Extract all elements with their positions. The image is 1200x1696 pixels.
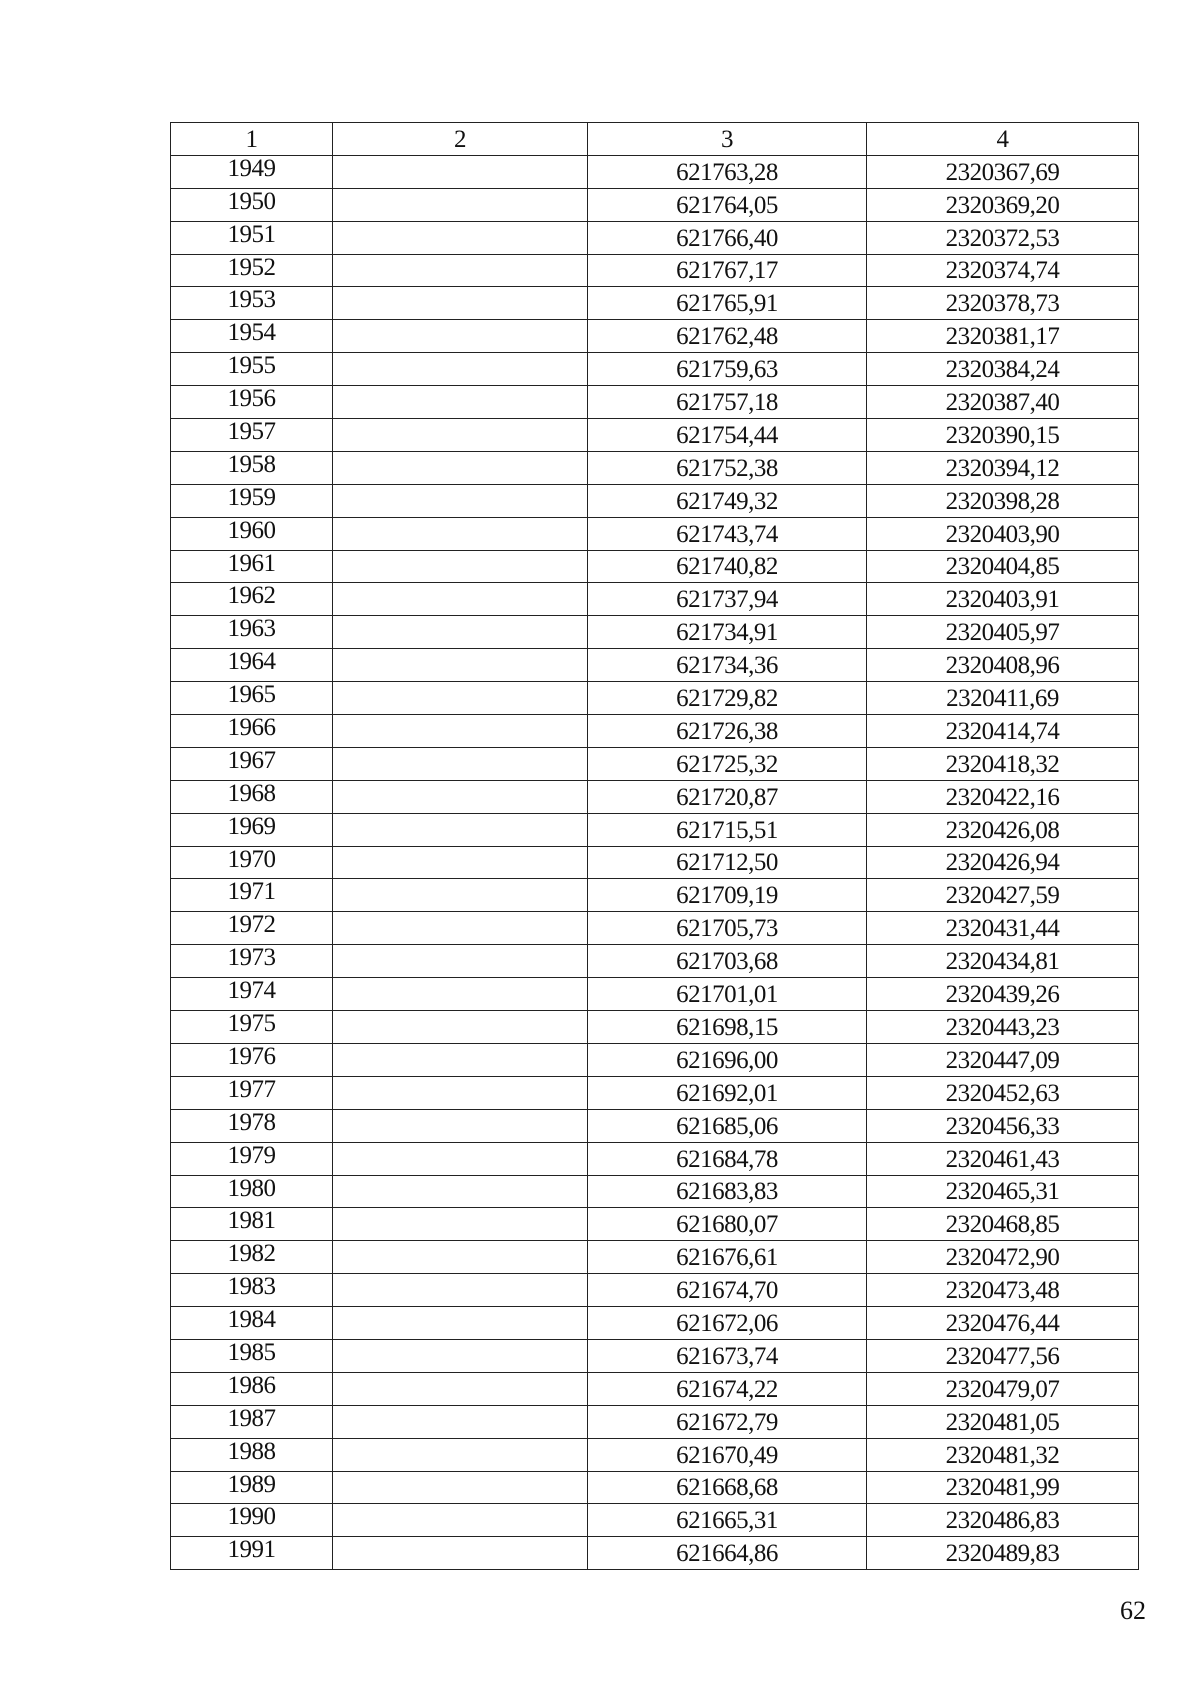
year-cell: 1989 [171,1471,333,1504]
column-2-cell [333,1537,588,1570]
column-header-4: 4 [867,123,1139,156]
year-cell: 1949 [171,155,333,188]
year-cell: 1971 [171,879,333,912]
column-4-cell: 2320381,17 [867,320,1139,353]
column-4-cell: 2320439,26 [867,978,1139,1011]
column-2-cell [333,1142,588,1175]
year-cell: 1954 [171,320,333,353]
column-4-cell: 2320369,20 [867,188,1139,221]
column-2-cell [333,616,588,649]
column-4-cell: 2320405,97 [867,616,1139,649]
column-4-cell: 2320481,99 [867,1471,1139,1504]
column-3-cell: 621672,06 [588,1307,867,1340]
column-4-cell: 2320481,32 [867,1438,1139,1471]
column-2-cell [333,1372,588,1405]
table-row [171,484,1139,517]
column-3-cell: 621696,00 [588,1043,867,1076]
page-number: 62 [1120,1596,1146,1625]
year-cell: 1982 [171,1241,333,1274]
column-2-cell [333,287,588,320]
column-2-cell [333,353,588,386]
column-4-cell: 2320418,32 [867,747,1139,780]
column-3-cell: 621712,50 [588,846,867,879]
table-row [171,1208,1139,1241]
column-4-cell: 2320456,33 [867,1109,1139,1142]
year-cell: 1956 [171,386,333,419]
table-row [171,188,1139,221]
table-row [171,945,1139,978]
column-2-cell [333,649,588,682]
column-3-cell: 621692,01 [588,1076,867,1109]
year-cell: 1988 [171,1438,333,1471]
column-header-2: 2 [333,123,588,156]
table-row [171,517,1139,550]
column-4-cell: 2320465,31 [867,1175,1139,1208]
column-4-cell: 2320390,15 [867,419,1139,452]
column-3-cell: 621665,31 [588,1504,867,1537]
column-3-cell: 621767,17 [588,254,867,287]
column-4-cell: 2320477,56 [867,1339,1139,1372]
column-3-cell: 621664,86 [588,1537,867,1570]
column-3-cell: 621684,78 [588,1142,867,1175]
table-row [171,813,1139,846]
table-row [171,1142,1139,1175]
table-row [171,155,1139,188]
column-3-cell: 621673,74 [588,1339,867,1372]
year-cell: 1976 [171,1043,333,1076]
column-2-cell [333,155,588,188]
year-cell: 1961 [171,550,333,583]
column-2-cell [333,1504,588,1537]
column-2-cell [333,419,588,452]
column-4-cell: 2320374,74 [867,254,1139,287]
column-4-cell: 2320434,81 [867,945,1139,978]
column-3-cell: 621674,22 [588,1372,867,1405]
year-cell: 1967 [171,747,333,780]
column-4-cell: 2320422,16 [867,780,1139,813]
year-cell: 1978 [171,1109,333,1142]
column-3-cell: 621715,51 [588,813,867,846]
column-2-cell [333,747,588,780]
column-3-cell: 621765,91 [588,287,867,320]
column-3-cell: 621759,63 [588,353,867,386]
column-3-cell: 621740,82 [588,550,867,583]
column-2-cell [333,879,588,912]
column-4-cell: 2320387,40 [867,386,1139,419]
column-3-cell: 621720,87 [588,780,867,813]
table-row [171,583,1139,616]
column-3-cell: 621743,74 [588,517,867,550]
column-4-cell: 2320372,53 [867,221,1139,254]
column-header-3: 3 [588,123,867,156]
column-3-cell: 621757,18 [588,386,867,419]
year-cell: 1969 [171,813,333,846]
column-3-cell: 621703,68 [588,945,867,978]
column-2-cell [333,484,588,517]
year-cell: 1972 [171,912,333,945]
table-body [171,155,1139,1569]
column-3-cell: 621683,83 [588,1175,867,1208]
table-row [171,550,1139,583]
column-3-cell: 621734,36 [588,649,867,682]
column-4-cell: 2320426,08 [867,813,1139,846]
column-4-cell: 2320476,44 [867,1307,1139,1340]
column-2-cell [333,1109,588,1142]
column-4-cell: 2320367,69 [867,155,1139,188]
column-4-cell: 2320472,90 [867,1241,1139,1274]
column-3-cell: 621698,15 [588,1011,867,1044]
table-row [171,1339,1139,1372]
year-cell: 1991 [171,1537,333,1570]
column-2-cell [333,254,588,287]
year-cell: 1990 [171,1504,333,1537]
column-3-cell: 621726,38 [588,715,867,748]
column-2-cell [333,583,588,616]
year-cell: 1980 [171,1175,333,1208]
table-row [171,1537,1139,1570]
column-3-cell: 621764,05 [588,188,867,221]
column-2-cell [333,1011,588,1044]
column-4-cell: 2320398,28 [867,484,1139,517]
column-3-cell: 621701,01 [588,978,867,1011]
column-2-cell [333,320,588,353]
table-row [171,649,1139,682]
table-row [171,1076,1139,1109]
table-row [171,1109,1139,1142]
column-4-cell: 2320473,48 [867,1274,1139,1307]
year-cell: 1963 [171,616,333,649]
year-cell: 1958 [171,451,333,484]
table-row [171,1504,1139,1537]
year-cell: 1981 [171,1208,333,1241]
column-2-cell [333,1208,588,1241]
column-2-cell [333,715,588,748]
table-row [171,978,1139,1011]
column-3-cell: 621749,32 [588,484,867,517]
column-3-cell: 621734,91 [588,616,867,649]
year-cell: 1955 [171,353,333,386]
column-4-cell: 2320394,12 [867,451,1139,484]
column-2-cell [333,912,588,945]
year-cell: 1979 [171,1142,333,1175]
column-2-cell [333,1339,588,1372]
year-cell: 1984 [171,1307,333,1340]
table-row [171,1175,1139,1208]
year-cell: 1970 [171,846,333,879]
table-row [171,287,1139,320]
column-2-cell [333,813,588,846]
column-3-cell: 621668,68 [588,1471,867,1504]
column-2-cell [333,945,588,978]
column-2-cell [333,517,588,550]
column-4-cell: 2320452,63 [867,1076,1139,1109]
column-2-cell [333,1241,588,1274]
year-cell: 1985 [171,1339,333,1372]
table-row [171,1043,1139,1076]
column-2-cell [333,1405,588,1438]
column-3-cell: 621670,49 [588,1438,867,1471]
column-4-cell: 2320481,05 [867,1405,1139,1438]
column-3-cell: 621737,94 [588,583,867,616]
table-row [171,1241,1139,1274]
table-row [171,1372,1139,1405]
table-row [171,353,1139,386]
column-3-cell: 621705,73 [588,912,867,945]
header-row [171,123,1139,156]
column-2-cell [333,682,588,715]
year-cell: 1966 [171,715,333,748]
table-row [171,1011,1139,1044]
table-row [171,846,1139,879]
column-3-cell: 621680,07 [588,1208,867,1241]
table-row [171,419,1139,452]
column-4-cell: 2320378,73 [867,287,1139,320]
column-3-cell: 621709,19 [588,879,867,912]
column-3-cell: 621763,28 [588,155,867,188]
year-cell: 1964 [171,649,333,682]
year-cell: 1953 [171,287,333,320]
table-row [171,879,1139,912]
column-header-1: 1 [171,123,333,156]
column-2-cell [333,978,588,1011]
table-row [171,747,1139,780]
table-row [171,320,1139,353]
column-3-cell: 621725,32 [588,747,867,780]
column-2-cell [333,221,588,254]
table-row [171,1274,1139,1307]
table-row [171,682,1139,715]
column-2-cell [333,188,588,221]
table-row [171,1438,1139,1471]
year-cell: 1968 [171,780,333,813]
table-row [171,1405,1139,1438]
column-2-cell [333,386,588,419]
column-2-cell [333,1438,588,1471]
year-cell: 1977 [171,1076,333,1109]
table-row [171,1471,1139,1504]
column-3-cell: 621676,61 [588,1241,867,1274]
year-cell: 1950 [171,188,333,221]
year-cell: 1973 [171,945,333,978]
column-4-cell: 2320468,85 [867,1208,1139,1241]
column-4-cell: 2320426,94 [867,846,1139,879]
coordinates-table [170,122,1139,1570]
column-4-cell: 2320443,23 [867,1011,1139,1044]
year-cell: 1974 [171,978,333,1011]
year-cell: 1957 [171,419,333,452]
column-4-cell: 2320479,07 [867,1372,1139,1405]
column-3-cell: 621762,48 [588,320,867,353]
year-cell: 1962 [171,583,333,616]
year-cell: 1959 [171,484,333,517]
column-4-cell: 2320447,09 [867,1043,1139,1076]
column-4-cell: 2320408,96 [867,649,1139,682]
column-4-cell: 2320404,85 [867,550,1139,583]
table-row [171,1307,1139,1340]
column-2-cell [333,1471,588,1504]
column-4-cell: 2320461,43 [867,1142,1139,1175]
column-4-cell: 2320411,69 [867,682,1139,715]
column-4-cell: 2320489,83 [867,1537,1139,1570]
column-2-cell [333,1076,588,1109]
column-2-cell [333,1175,588,1208]
column-3-cell: 621672,79 [588,1405,867,1438]
year-cell: 1960 [171,517,333,550]
column-3-cell: 621752,38 [588,451,867,484]
year-cell: 1975 [171,1011,333,1044]
column-4-cell: 2320431,44 [867,912,1139,945]
column-3-cell: 621766,40 [588,221,867,254]
column-4-cell: 2320486,83 [867,1504,1139,1537]
year-cell: 1952 [171,254,333,287]
year-cell: 1951 [171,221,333,254]
column-4-cell: 2320403,90 [867,517,1139,550]
table-row [171,254,1139,287]
table-row [171,616,1139,649]
table-row [171,715,1139,748]
table-row [171,386,1139,419]
column-2-cell [333,1043,588,1076]
column-3-cell: 621685,06 [588,1109,867,1142]
column-2-cell [333,1274,588,1307]
year-cell: 1986 [171,1372,333,1405]
table-row [171,451,1139,484]
column-2-cell [333,451,588,484]
table-row [171,780,1139,813]
column-3-cell: 621729,82 [588,682,867,715]
column-2-cell [333,780,588,813]
table-row [171,912,1139,945]
column-3-cell: 621754,44 [588,419,867,452]
year-cell: 1987 [171,1405,333,1438]
year-cell: 1983 [171,1274,333,1307]
column-4-cell: 2320384,24 [867,353,1139,386]
year-cell: 1965 [171,682,333,715]
column-2-cell [333,550,588,583]
column-3-cell: 621674,70 [588,1274,867,1307]
table-header [171,123,1139,156]
table-row [171,221,1139,254]
column-4-cell: 2320403,91 [867,583,1139,616]
column-2-cell [333,1307,588,1340]
column-4-cell: 2320414,74 [867,715,1139,748]
column-4-cell: 2320427,59 [867,879,1139,912]
column-2-cell [333,846,588,879]
